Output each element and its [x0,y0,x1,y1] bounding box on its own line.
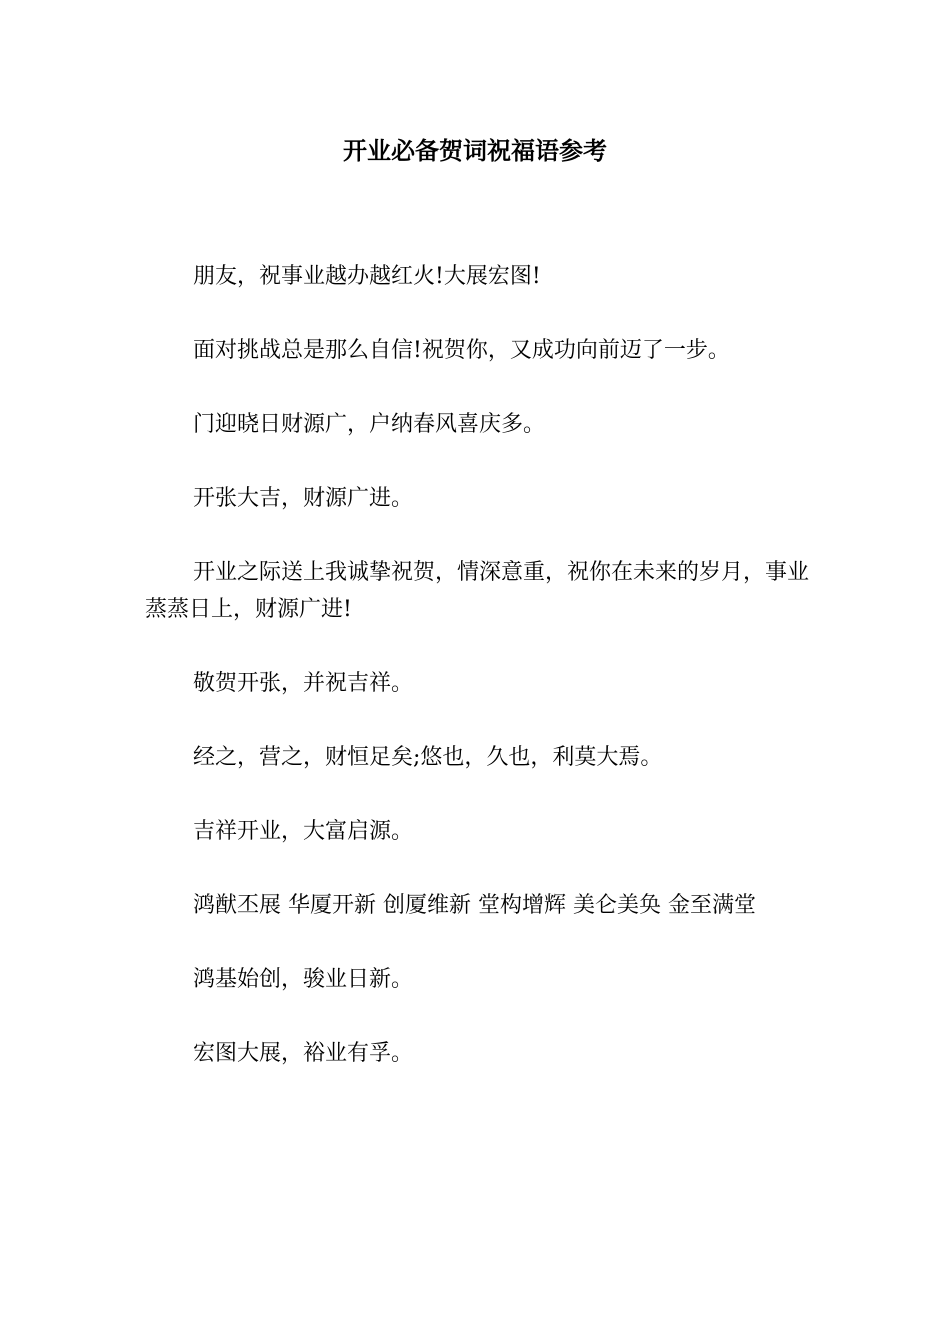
paragraph-8: 吉祥开业，大富启源。 [193,819,414,844]
paragraph-7: 经之，营之，财恒足矣;悠也，久也，利莫大焉。 [193,745,663,770]
document-body [145,258,825,1109]
paragraph-6: 敬贺开张，并祝吉祥。 [193,671,414,696]
paragraph-9: 鸿猷丕展 华厦开新 创厦维新 堂构增辉 美仑美奂 金至满堂 [193,893,756,918]
paragraph-5: 开业之际送上我诚挚祝贺，情深意重，祝你在未来的岁月，事业蒸蒸日上，财源广进! [145,560,810,622]
paragraph-3: 门迎晓日财源广，户纳春风喜庆多。 [193,412,546,437]
paragraph-1: 朋友，祝事业越办越红火!大展宏图! [193,264,541,289]
paragraph-11: 宏图大展，裕业有孚。 [193,1041,414,1066]
paragraph-2: 面对挑战总是那么自信!祝贺你，又成功向前迈了一步。 [193,338,730,363]
paragraph-10: 鸿基始创，骏业日新。 [193,967,414,992]
paragraph-4: 开张大吉，财源广进。 [193,486,414,511]
document-title: 开业必备贺词祝福语参考 [343,136,607,165]
